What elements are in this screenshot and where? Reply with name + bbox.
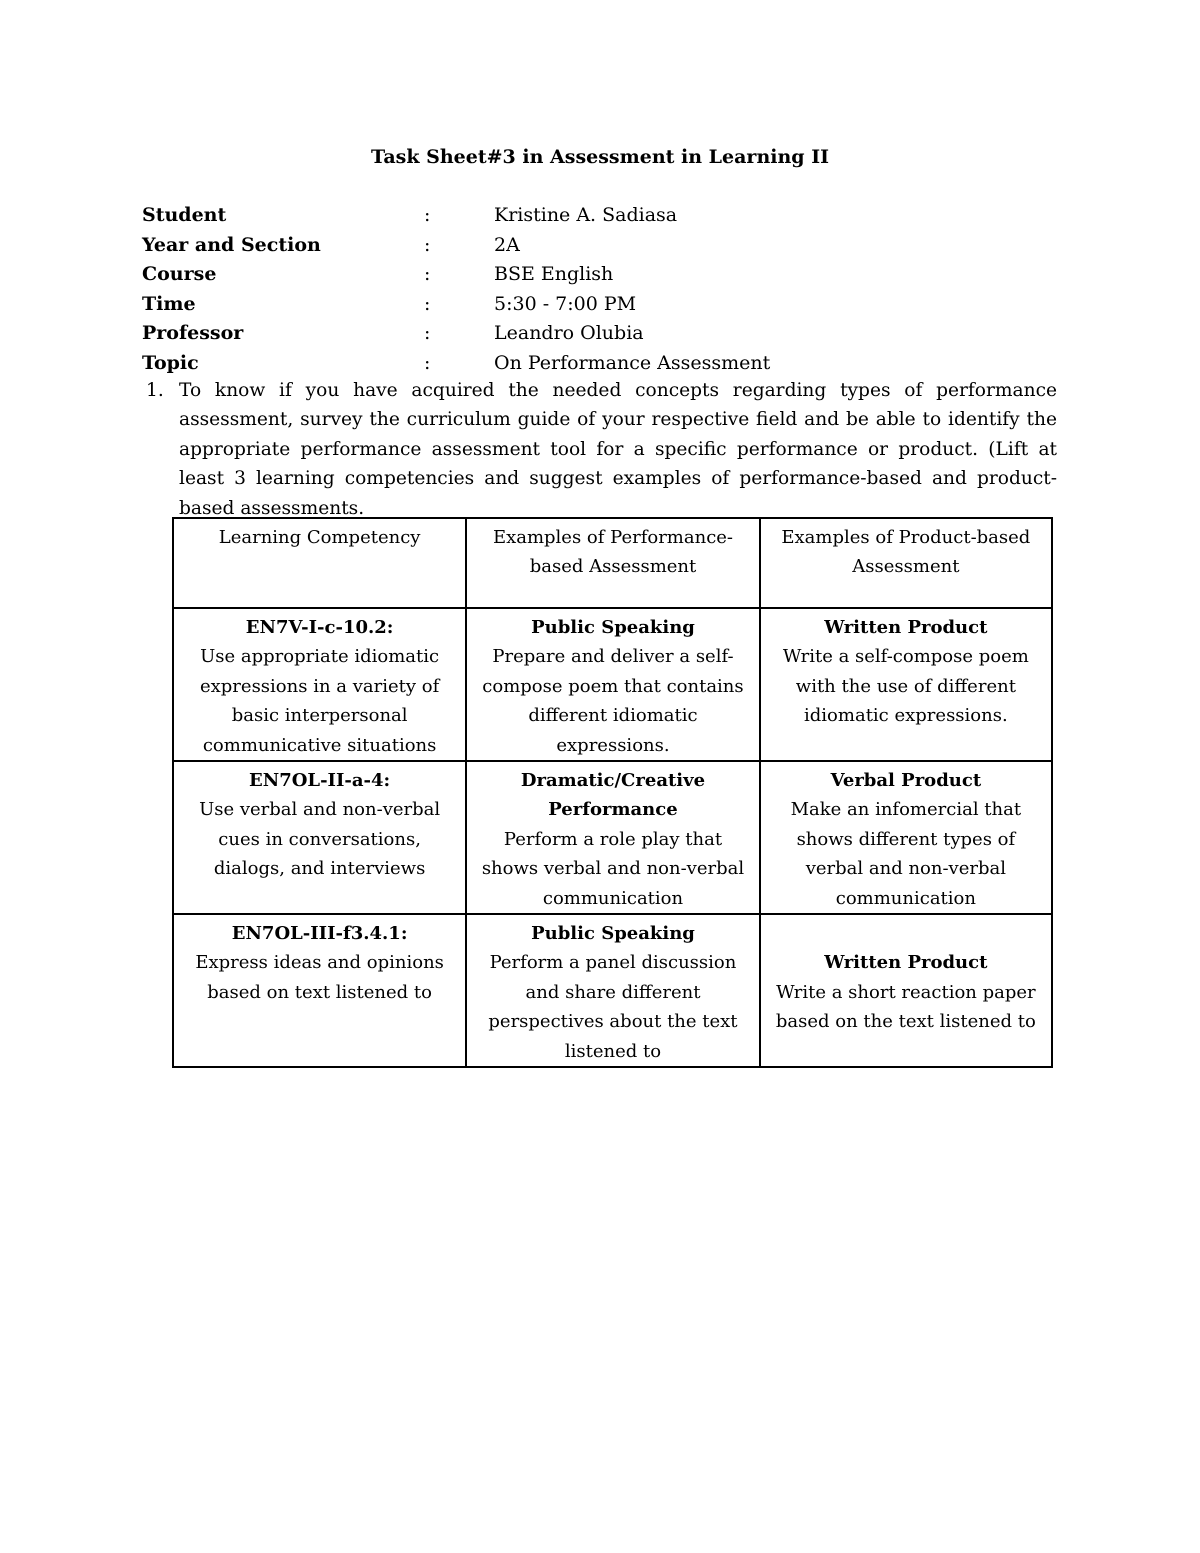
table-row (173, 608, 1052, 761)
product-title: Written Product (824, 952, 988, 974)
header-learning-competency: Learning Competency (173, 518, 466, 608)
product-text: Make an infomercial that shows different types of verbal and non-verbal communication (790, 799, 1022, 909)
info-label: Time (142, 292, 196, 315)
performance-text: Prepare and deliver a self-compose poem that contains different idiomatic expressions. (482, 646, 744, 756)
info-label: Student (142, 204, 227, 226)
competency-text: Use verbal and non-verbal cues in conversations, dialogs, and interviews (199, 799, 441, 880)
header-performance-based: Examples of Performance-based Assessment (466, 518, 759, 608)
performance-title: Dramatic/Creative Performance (520, 770, 706, 821)
info-row-course (142, 260, 1062, 290)
student-info-block (142, 201, 1062, 378)
info-label: Topic (142, 351, 199, 374)
competency-cell (173, 914, 466, 1067)
table-row (173, 914, 1052, 1067)
info-value: On Performance Assessment (494, 351, 771, 374)
info-colon: : (424, 351, 431, 374)
performance-cell (466, 914, 759, 1067)
info-row-topic (142, 349, 1062, 379)
cell-spacer (767, 919, 1045, 948)
instruction-number: 1. (146, 380, 164, 401)
info-row-professor (142, 319, 1062, 349)
competency-text: Use appropriate idiomatic expressions in a variety of basic interpersonal communicative situations (199, 646, 440, 756)
product-text: Write a short reaction paper based on the text listened to (775, 981, 1036, 1033)
performance-title: Public Speaking (531, 617, 695, 638)
competency-code: EN7OL-III-f3.4.1: (231, 923, 408, 945)
competency-cell (173, 761, 466, 914)
table-header-row (173, 518, 1052, 608)
competency-text: Express ideas and opinions based on text listened to (195, 952, 444, 1003)
page-title: Task Sheet#3 in Assessment in Learning II (371, 146, 829, 168)
info-row-student (142, 201, 1062, 231)
performance-title: Public Speaking (531, 923, 695, 945)
performance-text: Perform a panel discussion and share different perspectives about the text listened to (488, 952, 738, 1062)
info-row-time (142, 290, 1062, 320)
product-title: Verbal Product (830, 770, 982, 792)
table-row (173, 761, 1052, 914)
competency-code: EN7OL-II-a-4: (249, 770, 391, 792)
product-cell (760, 761, 1052, 914)
instruction-text: To know if you have acquired the needed concepts regarding types of performance assessment, survey the curriculum guide of your respective field and be able to identify the appropriate performance assessment tool for a specific performance or product. (Lift at least 3 learning competencies and suggest examples of performance-based and product-based assessments. (179, 380, 1057, 518)
info-value: BSE English (494, 263, 614, 285)
competency-cell (173, 608, 466, 761)
product-cell (760, 608, 1052, 761)
header-product-based: Examples of Product-based Assessment (760, 518, 1052, 608)
instruction-item (142, 376, 1058, 518)
info-value: Leandro Olubia (494, 322, 644, 344)
info-value: 5:30 - 7:00 PM (494, 292, 637, 315)
info-colon: : (424, 292, 431, 315)
product-title: Written Product (824, 617, 988, 638)
info-colon: : (424, 204, 431, 226)
performance-cell (466, 608, 759, 761)
info-label: Course (142, 263, 217, 285)
info-colon: : (424, 263, 431, 285)
info-colon: : (424, 322, 431, 344)
product-text: Write a self-compose poem with the use of different idiomatic expressions. (782, 646, 1029, 727)
competency-table (172, 517, 1053, 1068)
performance-text: Perform a role play that shows verbal and non-verbal communication (481, 828, 745, 909)
info-colon: : (424, 233, 431, 256)
performance-cell (466, 761, 759, 914)
competency-code: EN7V-I-c-10.2: (245, 617, 394, 638)
info-label: Professor (142, 322, 244, 344)
info-value: 2A (494, 233, 520, 256)
info-row-year-section (142, 231, 1062, 261)
info-label: Year and Section (142, 233, 321, 256)
info-value: Kristine A. Sadiasa (494, 204, 678, 226)
product-cell (760, 914, 1052, 1067)
